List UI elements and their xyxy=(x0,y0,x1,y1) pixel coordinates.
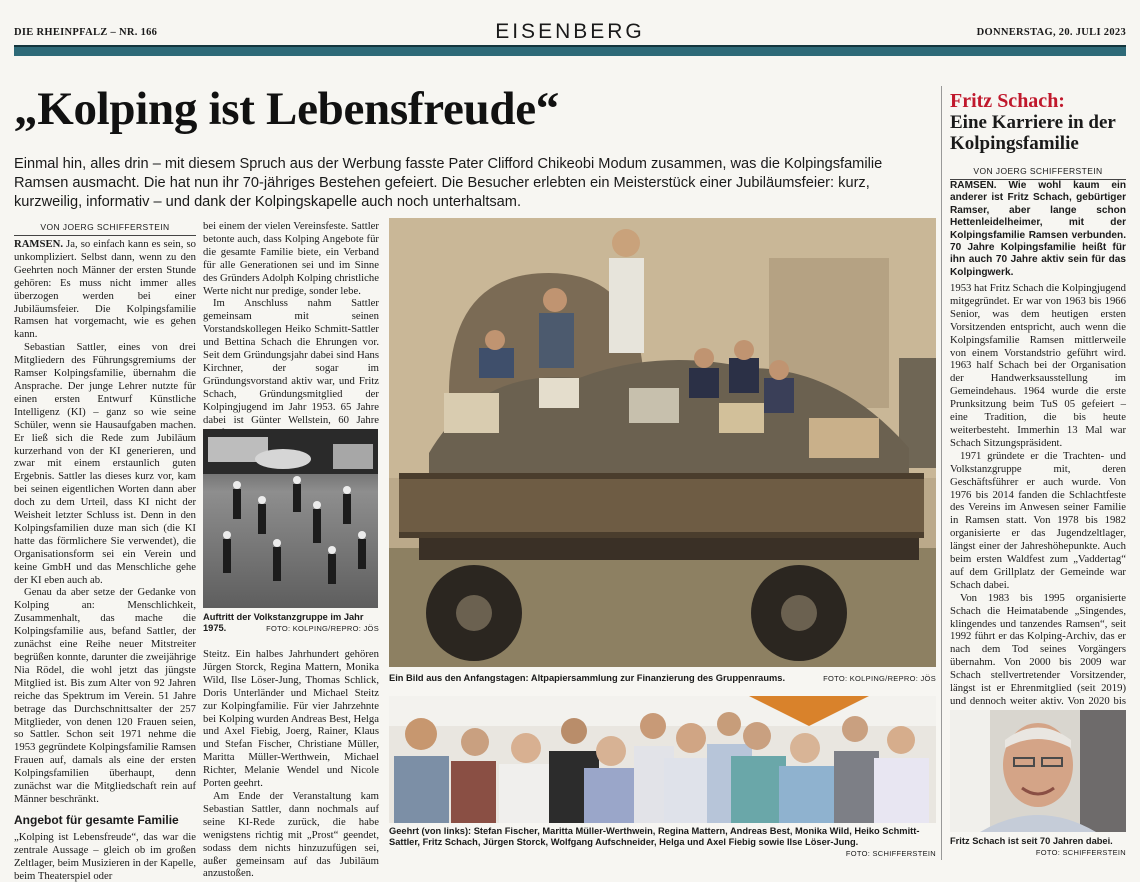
section-title: EISENBERG xyxy=(495,20,645,43)
caption-text: Ein Bild aus den Anfangstagen: Altpapiersammlung zur Finanzierung des Gruppenraums. xyxy=(389,673,786,683)
sidebar-name: Fritz Schach: xyxy=(950,90,1065,112)
article-subhead: Angebot für gesamte Familie xyxy=(14,812,179,827)
caption-text: Geehrt (von links): Stefan Fischer, Maritta Müller-Werthwein, Regina Mattern, Andreas Best, Monika Wild, Heiko Schmitt-Sattler, Fritz Schach, Jürgen Storck, Wolfgang Aufschneider, Helga und Axel Fiebig sowie Ilse Löser-Jung. xyxy=(389,826,920,847)
paragraph: Von 1983 bis 1995 organisierte Schach die Heimatabende „Singendes, klingendes und tanzendes Ramsen“, seit 1992 führt er das Kolping-Archiv, das er nach dem Tod seines Vorgängers übernahm. Von 2000 bis 2009 war Schach stellvertretender Vorsitzender, längst ist er Ehrenmitglied (seit 2019) und dennoch weiter aktiv. Von 2020 bis xyxy=(950,591,1126,707)
portrait-image xyxy=(950,710,1126,832)
paragraph: bei einem der vielen Vereinsfeste. Sattler betonte auch, dass Kolping Angebote für die gesamte Familie biete, ein Verband für alle Generationen sei und im Sinne des Gründers Adolph Kolping christliche Werte nicht nur predige, sonder lebe. xyxy=(203,220,379,297)
paragraph: Genau da aber setze der Gedanke von Kolping an: Menschlichkeit, Zusammenhalt, das mache die Kolpingsfamilie aus, befand Sattler, der zunächst eine Reihe neuer Mitstreiter begrüßen konnte, darunter die zweijährige Nia Rödel, die wohl jetzt das jüngste Mitglied ist. Bis zum Alter von 92 Jahren reiche das Spektrum im Verein. 51 Jahre betrage das Durchschnittsalter der 257 Mitglieder, von denen 120 Frauen seien, so Sattler. Schon seit 1971 nehme die 1953 gegründete Kolpingsfamilie Ramsen Frauen auf, damals als eine der ersten Kolpingsfamilien überhaupt, denn zunächst war die Mitgliedschaft rein auf Männer beschränkt. xyxy=(14,586,196,805)
photo-folk-dance-1975 xyxy=(203,429,378,608)
sidebar-dateline: RAMSEN. xyxy=(950,180,997,191)
photo-caption-group xyxy=(389,826,936,859)
sidebar-title xyxy=(950,90,1126,154)
paragraph: Im Anschluss nahm Sattler gemeinsam mit seinen Vorstandskollegen Heiko Schmitt-Sattler und Bettina Schach die Ehrungen vor. Seit dem Gründungsjahr dabei sind Hans Kirchner, der sogar im Gründungsvorstand aktiv war, und Fritz Schach, Gründungsmitglied der Kolpingjugend im Jahr 1953. 65 Jahre dabei ist Günter Wellstein, 60 Jahre xyxy=(203,297,379,426)
article-lead: Einmal hin, alles drin – mit diesem Spruch aus der Werbung fasste Pater Clifford Chikeobi Modum zusammen, was die Kolpingsfamilie Ramsen ausmacht. Die hat nun ihr 70-jähriges Bestehen gefeiert. Die Besucher erlebten ein Meisterstück einer Jubiläumsfeier: kurz, kurzweilig, informativ – und dank der Kolpingskapelle auch noch unterhaltsam. xyxy=(14,156,883,210)
paragraph: Ja, so einfach kann es sein, so unkompliziert. Selbst dann, wenn zu den Geehrten noch Männer der ersten Stunde gehören: Es muss nicht immer alles überzogen werden bei einer Jubiläumsfeier. Die Kolpingsfamilie Ramsen hat vorgemacht, wie es gehen kann. xyxy=(14,238,196,341)
photo-caption-portrait xyxy=(950,836,1126,858)
paragraph: Am Ende der Veranstaltung kam Sebastian Sattler, dann nochmals auf seine KI-Rede zurück, die habe wenigstens richtig mit „Prost“ geendet, sodass dem nichts hinzuzufügen sei, außer gemeinsam auf das Jubiläum anzustoßen. xyxy=(203,789,379,880)
sidebar-lead xyxy=(950,180,1126,279)
article-column-2-continued xyxy=(203,648,379,880)
caption-text: Auftritt der Volkstanzgruppe im Jahr 1975. xyxy=(203,612,364,633)
photo-caption-truck xyxy=(389,673,936,684)
sidebar-body xyxy=(950,282,1126,747)
paragraph: „Kolping ist Lebensfreude“, das war die zentrale Aussage – gleich ob im großen Zeltlager, beim Musizieren in der Kapelle, beim Theaterspiel oder xyxy=(14,830,196,882)
article-headline: „Kolping ist Lebensfreude“ xyxy=(14,83,559,135)
article-byline: VON JOERG SCHIFFERSTEIN xyxy=(14,222,196,236)
photo-credit: FOTO: SCHIFFERSTEIN xyxy=(1035,848,1126,857)
column-divider xyxy=(941,86,942,860)
photo-paper-collection-truck xyxy=(389,218,936,667)
photo-credit: FOTO: KOLPING/REPRO: JÖS xyxy=(266,624,379,633)
masthead xyxy=(14,18,1126,58)
masthead-bar xyxy=(14,45,1126,56)
newspaper-issue: DIE RHEINPFALZ – NR. 166 xyxy=(14,27,158,38)
paragraph: 1971 gründete er die Trachten- und Volkstanzgruppe mit, deren Geschäftsführer er auch wurde. Von 1976 bis 2014 fanden die Schlachtfeste des Vereins im Anwesen seiner Familie in Ramsen statt. Von 1978 bis 1982 organisierte er das Jugendzeltlager, längst einer der Jahreshöhepunkte. Auch beim ersten Waldfest zum „Vaddertag“ auf dem Grillplatz der Gemeinde war Schach dabei. xyxy=(950,449,1126,591)
photo-credit: FOTO: KOLPING/REPRO: JÖS xyxy=(823,674,936,683)
paragraph: Steitz. Ein halbes Jahrhundert gehören Jürgen Storck, Regina Mattern, Monika Wild, Ilse Löser-Jung, Thomas Schlick, Doris Unterländer und Michael Steitz zur Kolpingfamilie. Für vier Jahrzehnte bei Kolping wurden Andreas Best, Helga und Axel Fiebig, Joerg, Rainer, Klaus und Stefan Fischer, Christiane Müller, Maritta Müller-Werthwein, Michael Richter, Melanie Wendel und Nicole Porten geehrt. xyxy=(203,648,379,790)
article-column-1 xyxy=(14,238,196,882)
sidebar-lead-text: Wie wohl kaum ein anderer ist Fritz Schach, gebürtiger Ramser, aber lange schon Hettenleidelheimer, mit der Kolpingsfamilie Ramsen verbunden. 70 Jahre Kolpingsfamilie heißt für ihn auch 70 Jahre aktiv sein für das Kolpingwerk. xyxy=(950,180,1126,278)
folk-dance-image xyxy=(203,429,378,608)
sidebar-byline: VON JOERG SCHIFFERSTEIN xyxy=(950,166,1126,180)
issue-date: DONNERSTAG, 20. JULI 2023 xyxy=(976,27,1126,38)
photo-caption-dance xyxy=(203,612,379,634)
article-column-2 xyxy=(203,220,379,439)
caption-text: Fritz Schach ist seit 70 Jahren dabei. xyxy=(950,836,1113,846)
truck-image xyxy=(389,218,936,667)
photo-fritz-schach-portrait xyxy=(950,710,1126,832)
photo-honorees-group xyxy=(389,696,936,823)
paragraph: 1953 hat Fritz Schach die Kolpingjugend mitgegründet. Er war von 1963 bis 1966 Senior, was dem heutigen ersten Vorsitzenden entspricht, auch wenn die Kolpingsfamilie Ramsen mittlerweile von einem Vorstandstrio geführt wird. 1963 half Schach bei der Organisation der Handwerksausstellung im Gemeindehaus. 1964 wurde die erste Prunksitzung beim TuS 05 gefeiert – eine Tradition, die bis heute weiterbesteht. Immerhin 13 Mal war Schach Sitzungspräsident. xyxy=(950,282,1127,449)
group-image xyxy=(389,696,936,823)
sidebar-subtitle: Eine Karriere in der Kolpingsfamilie xyxy=(950,112,1116,154)
photo-credit: FOTO: SCHIFFERSTEIN xyxy=(845,849,936,858)
article-dateline: RAMSEN. xyxy=(14,238,63,250)
paragraph: Sebastian Sattler, eines von drei Mitgliedern des Führungsgremiums der Ramser Kolpingsfamilie, übernahm die Ansprache. Der junge Lehrer nutzte für einen ersten Entwurf Künstliche Intelligenz (KI) – ganz so wie seine Schüler, wenn sie Hausaufgaben machen. Er ließ sich die Rede zum Jubiläum kurzerhand von der KI generieren, und zwar mit einem erstaunlich guten Ergebnis. Sattler las dieses kurz vor, kam bei seinen eigentlichen Worten dann aber doch zu dem Urteil, dass KI nicht der Weisheit letzter Schluss ist. Denn in den Kolpingsfamilien duze man sich (die KI hatte das förmlichere Sie verwendet), die Organisationsform sei ein Verein und keine GmbH und das Menschliche gehe der KI eben auch ab. xyxy=(14,341,196,586)
